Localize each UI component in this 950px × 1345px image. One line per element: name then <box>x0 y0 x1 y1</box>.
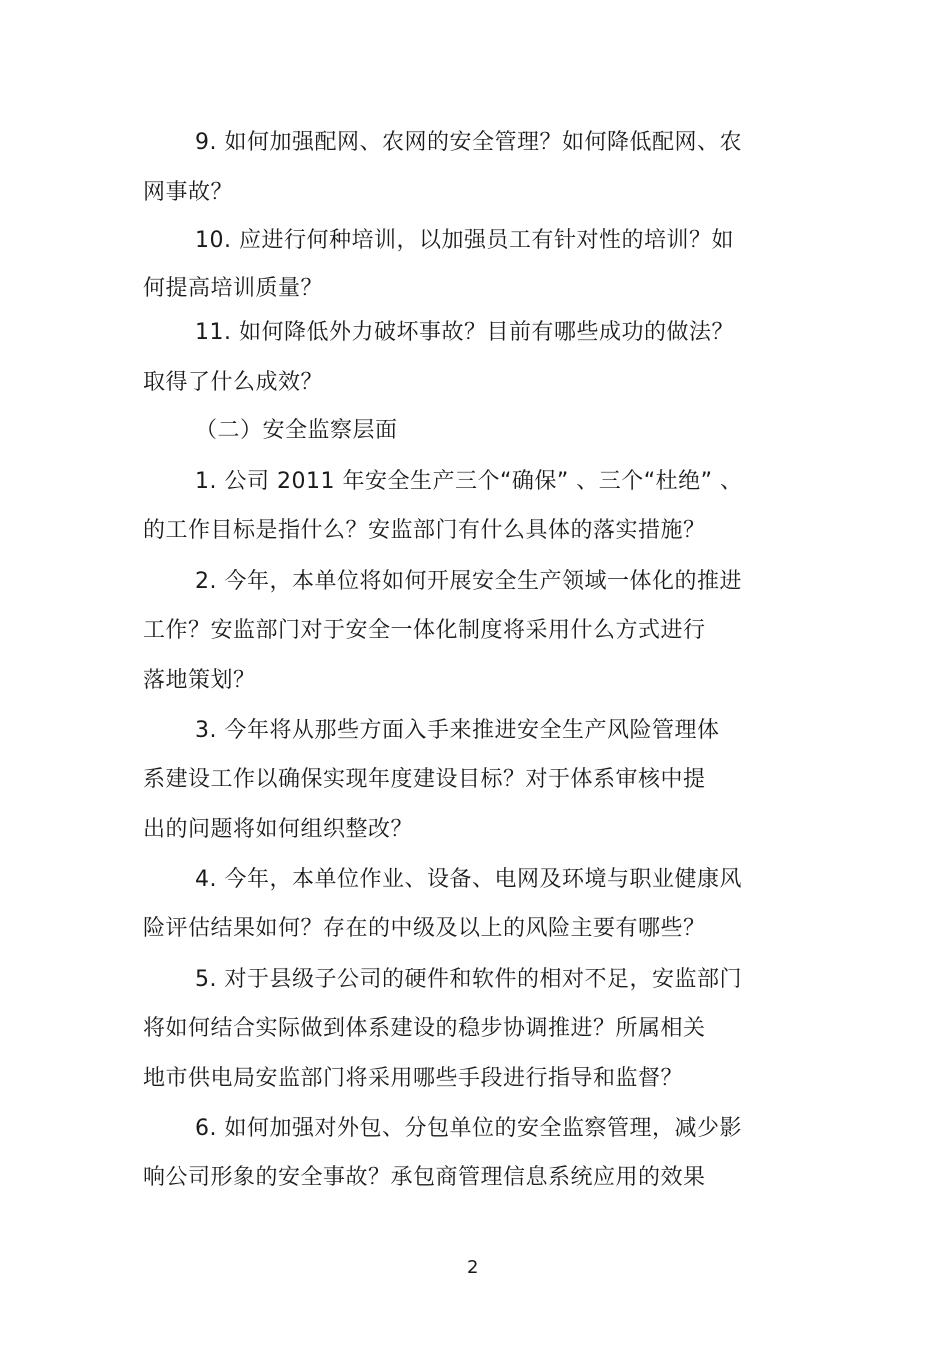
item4-line-1: 4. 今年，本单位作业、设备、电网及环境与职业健康风 <box>195 867 742 892</box>
q11-line-2: 取得了什么成效？ <box>143 370 324 395</box>
item2-line-1: 2. 今年，本单位将如何开展安全生产领域一体化的推进 <box>195 569 742 594</box>
item3-line-3: 出的问题将如何组织整改？ <box>143 817 414 842</box>
item6-line-1: 6. 如何加强对外包、分包单位的安全监察管理，减少影 <box>195 1116 742 1141</box>
item2-line-2: 工作？安监部门对于安全一体化制度将采用什么方式进行 <box>143 618 706 643</box>
item5-line-3: 地市供电局安监部门将采用哪些手段进行指导和监督？ <box>143 1066 684 1091</box>
q9-line-1: 9. 如何加强配网、农网的安全管理？如何降低配网、农 <box>195 130 742 155</box>
item1-line-2: 的工作目标是指什么？安监部门有什么具体的落实措施？ <box>143 518 706 543</box>
q9-line-2: 网事故？ <box>143 180 234 205</box>
item1-line-1: 1. 公司 2011 年安全生产三个“确保” 、三个“杜绝” 、 <box>195 469 743 494</box>
item3-line-1: 3. 今年将从那些方面入手来推进安全生产风险管理体 <box>195 718 720 743</box>
q10-line-1: 10. 应进行何种培训，以加强员工有针对性的培训？如 <box>195 228 734 253</box>
item6-line-2: 响公司形象的安全事故？承包商管理信息系统应用的效果 <box>143 1165 706 1190</box>
q11-line-1: 11. 如何降低外力破坏事故？目前有哪些成功的做法？ <box>195 320 734 345</box>
item4-line-2: 险评估结果如何？存在的中级及以上的风险主要有哪些？ <box>143 916 706 941</box>
item3-line-2: 系建设工作以确保实现年度建设目标？对于体系审核中提 <box>143 767 706 792</box>
page-number: 2 <box>467 1257 479 1278</box>
item2-line-3: 落地策划？ <box>143 668 256 693</box>
item5-line-2: 将如何结合实际做到体系建设的稳步协调推进？所属相关 <box>143 1016 706 1041</box>
item5-line-1: 5. 对于县级子公司的硬件和软件的相对不足，安监部门 <box>195 967 742 992</box>
q10-line-2: 何提高培训质量？ <box>143 276 324 301</box>
section-heading: （二）安全监察层面 <box>195 418 398 443</box>
